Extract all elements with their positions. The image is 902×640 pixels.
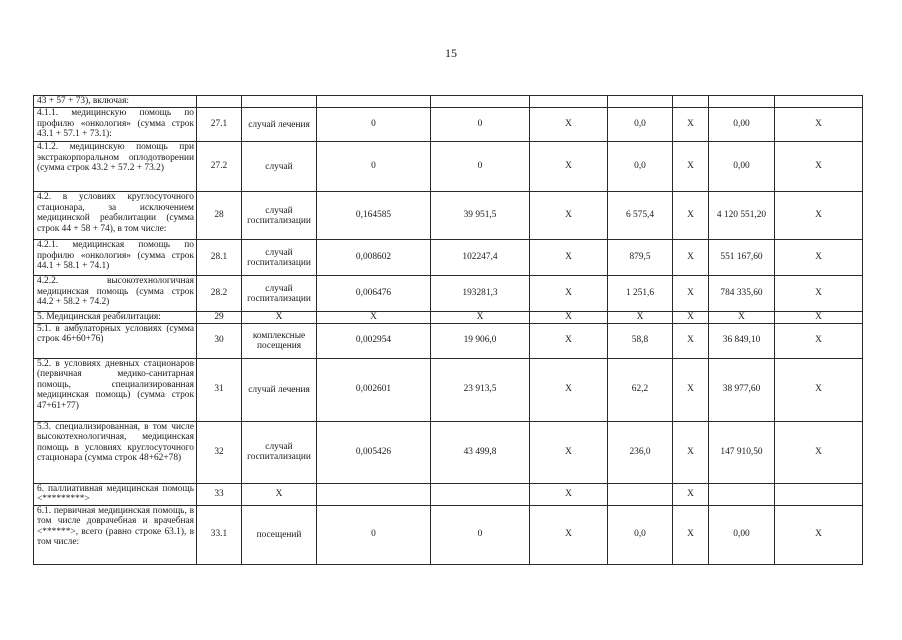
row-line-code: 28 — [197, 192, 242, 240]
table-row — [34, 323, 863, 358]
row-x-col-1: X — [530, 421, 608, 483]
row-x-col-3: X — [775, 323, 863, 358]
row-per-capita-budget: 236,0 — [608, 421, 673, 483]
row-x-col-1: X — [530, 192, 608, 240]
row-x-col-3: X — [775, 240, 863, 276]
program-table — [33, 95, 863, 565]
row-x-col-3 — [775, 96, 863, 108]
row-x-col-1: X — [530, 240, 608, 276]
row-x-col-1: X — [530, 483, 608, 505]
row-unit: случай госпитализации — [242, 276, 317, 312]
row-unit: X — [242, 312, 317, 324]
row-name: 43 + 57 + 73), включая: — [34, 96, 197, 108]
row-cost-per-unit: 102247,4 — [431, 240, 530, 276]
row-name: 4.2. в условиях круглосуточного стационара, за исключением медицинской реабилитации (сумма строк 44 + 58 + 74), в том числе: — [34, 192, 197, 240]
row-unit: случай лечения — [242, 108, 317, 142]
row-x-col-2: X — [673, 483, 709, 505]
row-per-capita-budget: X — [608, 312, 673, 324]
row-x-col-2: X — [673, 142, 709, 192]
row-name: 5. Медицинская реабилитация: — [34, 312, 197, 324]
row-total-cost: 36 849,10 — [709, 323, 775, 358]
row-unit: случай — [242, 142, 317, 192]
row-norm-volume: 0,002954 — [317, 323, 431, 358]
page-number: 15 — [445, 46, 457, 60]
row-norm-volume: 0,002601 — [317, 358, 431, 421]
row-total-cost: 551 167,60 — [709, 240, 775, 276]
row-line-code: 30 — [197, 323, 242, 358]
row-cost-per-unit: 23 913,5 — [431, 358, 530, 421]
table-row — [34, 276, 863, 312]
row-line-code: 28.1 — [197, 240, 242, 276]
row-x-col-2: X — [673, 240, 709, 276]
row-per-capita-budget: 0,0 — [608, 505, 673, 564]
row-norm-volume: 0,005426 — [317, 421, 431, 483]
row-name: 6. паллиативная медицинская помощь <*********> — [34, 483, 197, 505]
row-name: 5.1. в амбулаторных условиях (сумма строк 46+60+76) — [34, 323, 197, 358]
table-row — [34, 192, 863, 240]
row-x-col-1: X — [530, 312, 608, 324]
row-unit: случай лечения — [242, 358, 317, 421]
row-x-col-2: X — [673, 323, 709, 358]
row-x-col-2: X — [673, 358, 709, 421]
row-per-capita-budget: 0,0 — [608, 108, 673, 142]
row-per-capita-budget: 62,2 — [608, 358, 673, 421]
row-per-capita-budget: 879,5 — [608, 240, 673, 276]
row-per-capita-budget: 6 575,4 — [608, 192, 673, 240]
row-total-cost: 0,00 — [709, 108, 775, 142]
row-x-col-2: X — [673, 421, 709, 483]
row-unit: случай госпитализации — [242, 192, 317, 240]
row-total-cost — [709, 96, 775, 108]
row-name: 4.1.1. медицинскую помощь по профилю «онкология» (сумма строк 43.1 + 57.1 + 73.1): — [34, 108, 197, 142]
row-line-code: 33.1 — [197, 505, 242, 564]
row-x-col-2: X — [673, 276, 709, 312]
row-total-cost — [709, 483, 775, 505]
row-x-col-1: X — [530, 108, 608, 142]
row-total-cost: 38 977,60 — [709, 358, 775, 421]
table-row — [34, 142, 863, 192]
table-row — [34, 240, 863, 276]
row-x-col-3: X — [775, 192, 863, 240]
row-total-cost: 0,00 — [709, 142, 775, 192]
row-x-col-3: X — [775, 421, 863, 483]
row-total-cost: X — [709, 312, 775, 324]
table-row — [34, 312, 863, 324]
row-line-code: 31 — [197, 358, 242, 421]
row-line-code: 27.1 — [197, 108, 242, 142]
row-per-capita-budget: 0,0 — [608, 142, 673, 192]
row-x-col-3: X — [775, 142, 863, 192]
row-total-cost: 784 335,60 — [709, 276, 775, 312]
row-cost-per-unit: 193281,3 — [431, 276, 530, 312]
row-norm-volume: 0,006476 — [317, 276, 431, 312]
row-norm-volume: X — [317, 312, 431, 324]
row-total-cost: 4 120 551,20 — [709, 192, 775, 240]
row-total-cost: 147 910,50 — [709, 421, 775, 483]
row-unit: X — [242, 483, 317, 505]
row-line-code: 33 — [197, 483, 242, 505]
row-line-code: 29 — [197, 312, 242, 324]
table-row — [34, 108, 863, 142]
row-x-col-1: X — [530, 276, 608, 312]
row-x-col-2 — [673, 96, 709, 108]
row-cost-per-unit: 0 — [431, 108, 530, 142]
row-cost-per-unit: 0 — [431, 505, 530, 564]
row-x-col-1: X — [530, 323, 608, 358]
row-x-col-1 — [530, 96, 608, 108]
row-per-capita-budget — [608, 483, 673, 505]
row-per-capita-budget — [608, 96, 673, 108]
row-norm-volume: 0,008602 — [317, 240, 431, 276]
row-norm-volume — [317, 96, 431, 108]
row-name: 6.1. первичная медицинская помощь, в том числе доврачебная и врачебная <******>, всего (равно строке 63.1), в том числе: — [34, 505, 197, 564]
row-line-code: 27.2 — [197, 142, 242, 192]
table-row — [34, 96, 863, 108]
row-cost-per-unit: 19 906,0 — [431, 323, 530, 358]
row-unit: случай госпитализации — [242, 421, 317, 483]
row-norm-volume: 0 — [317, 108, 431, 142]
row-x-col-2: X — [673, 108, 709, 142]
row-x-col-3: X — [775, 358, 863, 421]
table-row — [34, 421, 863, 483]
row-unit: посещений — [242, 505, 317, 564]
row-name: 4.2.1. медицинская помощь по профилю «онкология» (сумма строк 44.1 + 58.1 + 74.1) — [34, 240, 197, 276]
row-x-col-1: X — [530, 358, 608, 421]
row-unit: случай госпитализации — [242, 240, 317, 276]
row-norm-volume — [317, 483, 431, 505]
row-x-col-3 — [775, 483, 863, 505]
row-x-col-2: X — [673, 192, 709, 240]
row-x-col-2: X — [673, 312, 709, 324]
row-norm-volume: 0,164585 — [317, 192, 431, 240]
row-line-code — [197, 96, 242, 108]
row-x-col-2: X — [673, 505, 709, 564]
row-cost-per-unit — [431, 483, 530, 505]
row-x-col-3: X — [775, 312, 863, 324]
row-norm-volume: 0 — [317, 142, 431, 192]
row-cost-per-unit — [431, 96, 530, 108]
row-name: 5.2. в условиях дневных стационаров (первичная медико-санитарная помощь, специализированная медицинская помощь) (сумма строк 47+61+77) — [34, 358, 197, 421]
row-cost-per-unit: 43 499,8 — [431, 421, 530, 483]
row-per-capita-budget: 58,8 — [608, 323, 673, 358]
row-unit — [242, 96, 317, 108]
row-line-code: 28.2 — [197, 276, 242, 312]
table-row — [34, 358, 863, 421]
row-x-col-3: X — [775, 276, 863, 312]
row-line-code: 32 — [197, 421, 242, 483]
row-norm-volume: 0 — [317, 505, 431, 564]
row-x-col-1: X — [530, 505, 608, 564]
row-x-col-3: X — [775, 505, 863, 564]
row-x-col-3: X — [775, 108, 863, 142]
table-row — [34, 505, 863, 564]
row-name: 4.2.2. высокотехнологичная медицинская помощь (сумма строк 44.2 + 58.2 + 74.2) — [34, 276, 197, 312]
row-name: 5.3. специализированная, в том числе высокотехнологичная, медицинская помощь в условиях круглосуточного стационара (сумма строк 48+62+78) — [34, 421, 197, 483]
row-name: 4.1.2. медицинскую помощь при экстракорпоральном оплодотворении (сумма строк 43.2 + 57.2 + 73.2) — [34, 142, 197, 192]
row-cost-per-unit: X — [431, 312, 530, 324]
row-unit: комплексные посещения — [242, 323, 317, 358]
row-x-col-1: X — [530, 142, 608, 192]
row-per-capita-budget: 1 251,6 — [608, 276, 673, 312]
row-cost-per-unit: 0 — [431, 142, 530, 192]
row-cost-per-unit: 39 951,5 — [431, 192, 530, 240]
row-total-cost: 0,00 — [709, 505, 775, 564]
table-row — [34, 483, 863, 505]
